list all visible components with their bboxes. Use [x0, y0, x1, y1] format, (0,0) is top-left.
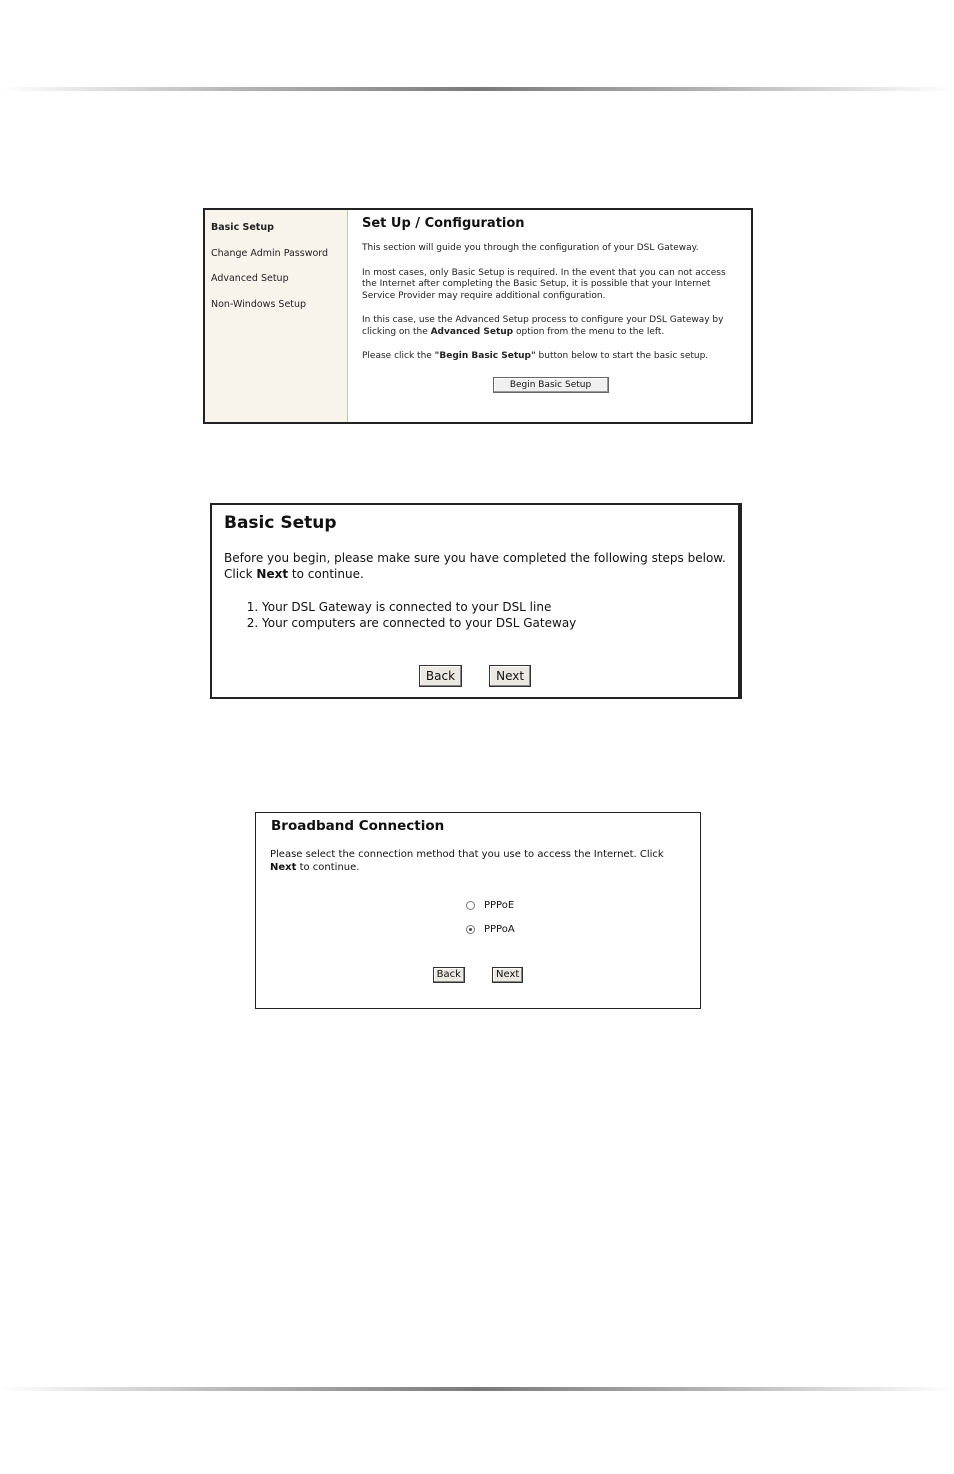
setup-content — [348, 210, 751, 422]
sidebar-item-non-windows-setup[interactable]: Non-Windows Setup — [211, 298, 307, 310]
next-bold: Next — [270, 862, 297, 873]
basic-setup-intro — [224, 551, 726, 582]
basic-setup-button-row — [212, 665, 738, 687]
top-divider-rule — [0, 87, 954, 91]
sidebar-item-advanced-setup[interactable]: Advanced Setup — [211, 273, 289, 284]
broadband-intro-a: Please select the connection method that you use to access the Internet. Click — [270, 849, 664, 860]
begin-basic-setup-bold: "Begin Basic Setup" — [434, 351, 536, 361]
bottom-divider-rule — [0, 1387, 954, 1391]
broadband-connection-screen — [255, 812, 701, 1009]
begin-instructions-paragraph — [362, 351, 739, 363]
sidebar-item-change-admin-password[interactable]: Change Admin Password — [211, 247, 329, 259]
pppoe-label: PPPoE — [484, 900, 515, 911]
back-button[interactable]: Back — [419, 665, 462, 687]
back-button[interactable]: Back — [433, 967, 465, 983]
advanced-setup-bold: Advanced Setup — [430, 326, 514, 337]
radio-option-pppoe[interactable] — [466, 900, 515, 924]
broadband-intro — [270, 848, 686, 874]
basic-setup-paragraph: In most cases, only Basic Setup is required. In the event that you can not access the Internet after completing the Basic Setup, it is possible that your Internet Service Provider may require additional configuration. — [362, 267, 726, 301]
pppoa-label: PPPoA — [484, 924, 515, 935]
broadband-title: Broadband Connection — [271, 818, 445, 834]
pppoa-radio[interactable] — [466, 925, 475, 934]
list-item: 1. Your DSL Gateway is connected to your DSL line — [262, 600, 726, 616]
broadband-button-row — [256, 967, 700, 986]
next-bold: Next — [256, 566, 289, 581]
pppoe-radio[interactable] — [466, 901, 475, 910]
steps-list — [224, 600, 726, 631]
connection-method-radio-group — [466, 900, 515, 948]
page-title: Set Up / Configuration — [362, 216, 525, 231]
setup-sidebar — [205, 210, 348, 422]
basic-intro-b: to continue. — [288, 566, 364, 581]
intro-paragraph: This section will guide you through the configuration of your DSL Gateway. — [362, 243, 699, 253]
broadband-intro-b: to continue. — [296, 862, 360, 873]
begin-basic-setup-button[interactable]: Begin Basic Setup — [493, 377, 609, 393]
next-button[interactable]: Next — [489, 665, 531, 687]
sidebar-item-basic-setup[interactable]: Basic Setup — [211, 222, 274, 233]
list-item: 2. Your computers are connected to your DSL Gateway — [262, 616, 726, 632]
setup-configuration-screen — [203, 208, 753, 424]
next-button[interactable]: Next — [492, 967, 523, 983]
advanced-text-b: option from the menu to the left. — [513, 326, 665, 337]
advanced-setup-paragraph — [362, 315, 739, 338]
basic-setup-title: Basic Setup — [224, 513, 337, 533]
begin-text-b: button below to start the basic setup. — [535, 351, 709, 361]
basic-intro-a: Before you begin, please make sure you have completed the following steps below. Click — [224, 551, 726, 581]
basic-setup-screen — [210, 503, 742, 699]
radio-option-pppoa[interactable] — [466, 924, 515, 948]
begin-text-a: Please click the — [362, 351, 435, 361]
begin-button-row — [362, 372, 739, 393]
advanced-text-a: In this case, use the Advanced Setup process to configure your DSL Gateway by clicking on the — [362, 315, 724, 337]
